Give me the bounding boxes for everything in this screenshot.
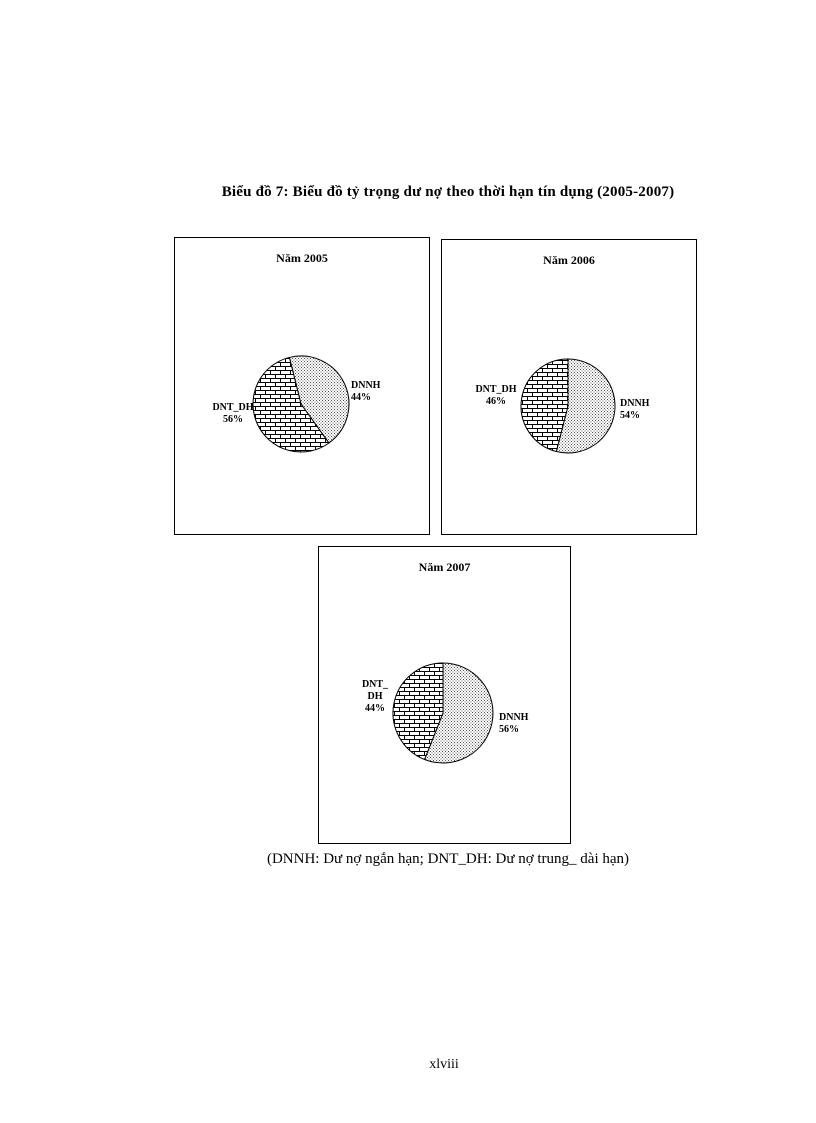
chart-title: Năm 2006	[543, 253, 595, 267]
legend-caption: (DNNH: Dư nợ ngắn hạn; DNT_DH: Dư nợ trung_ dài hạn)	[266, 851, 630, 867]
pie-chart-2006	[442, 240, 696, 534]
chart-title: Năm 2007	[418, 560, 471, 574]
slice-label-dnnh: DNNH 44%	[351, 380, 381, 403]
pie-chart-2005	[175, 238, 429, 534]
slice-label-dnt-dh: DNT_DH 46%	[475, 384, 517, 407]
page-title: Biểu đồ 7: Biểu đồ tỷ trọng dư nợ theo thời hạn tín dụng (2005-2007)	[221, 184, 675, 200]
pie-chart-2007	[319, 547, 570, 843]
page-number: xlviii	[429, 1057, 459, 1072]
chart-panel-2005	[174, 237, 430, 535]
chart-panel-2007	[318, 546, 571, 844]
slice-label-dnnh: DNNH 56%	[499, 712, 529, 735]
chart-panel-2006	[441, 239, 697, 535]
slice-label-dnnh: DNNH 54%	[620, 398, 650, 421]
chart-title: Năm 2005	[276, 251, 328, 265]
slice-label-dnt-dh: DNT_DH 56%	[212, 402, 254, 425]
slice-label-dnt-dh: DNT_ DH 44%	[361, 679, 389, 714]
